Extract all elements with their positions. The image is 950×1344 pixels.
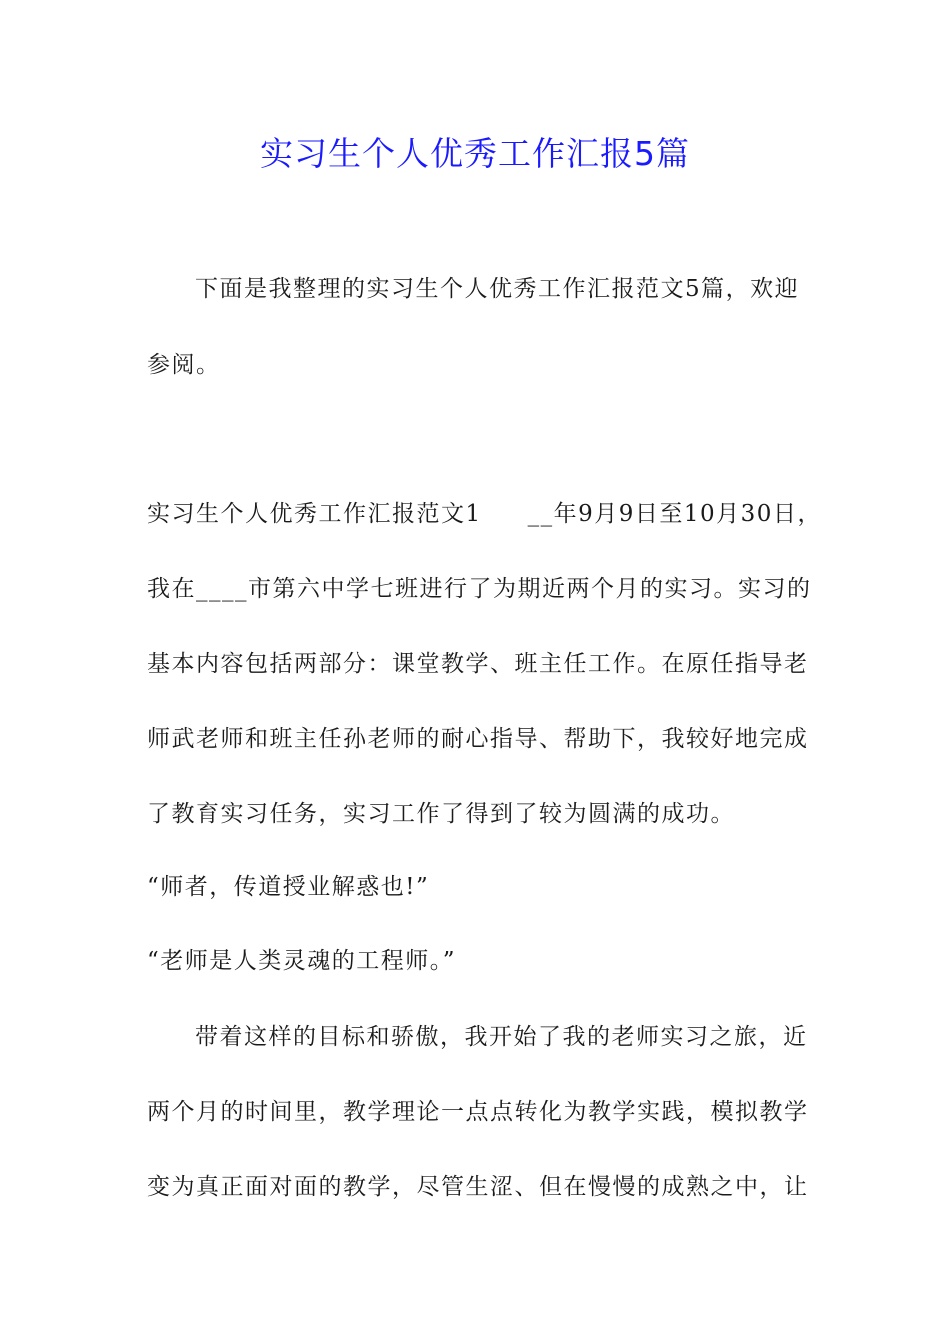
- paragraph2-line-2: 两个月的时间里，教学理论一点点转化为教学实践，模拟教学: [147, 1099, 809, 1125]
- paragraph2-line-3: 变为真正面对面的教学，尽管生涩、但在慢慢的成熟之中，让: [147, 1174, 809, 1200]
- document-title: 实习生个人优秀工作汇报5篇: [260, 134, 690, 173]
- quote-2: “老师是人类灵魂的工程师。”: [147, 948, 457, 974]
- section1-heading: 实习生个人优秀工作汇报范文1: [147, 501, 482, 527]
- intro-line-2: 参阅。: [147, 352, 221, 378]
- quote-1: “师者，传道授业解惑也!”: [147, 874, 430, 900]
- paragraph2-line-1: 带着这样的目标和骄傲，我开始了我的老师实习之旅，近: [195, 1024, 808, 1050]
- section1-line-3: 师武老师和班主任孙老师的耐心指导、帮助下，我较好地完成: [147, 726, 809, 752]
- section1-heading-line: [147, 495, 822, 528]
- intro-line-1: 下面是我整理的实习生个人优秀工作汇报范文5篇，欢迎: [195, 276, 800, 302]
- section1-line-2: 基本内容包括两部分：课堂教学、班主任工作。在原任指导老: [147, 651, 809, 677]
- section1-heading-cont: __年9月9日至10月30日，: [527, 501, 822, 527]
- section1-line-1: 我在____市第六中学七班进行了为期近两个月的实习。实习的: [147, 576, 812, 602]
- section1-line-4: 了教育实习任务，实习工作了得到了较为圆满的成功。: [147, 801, 735, 827]
